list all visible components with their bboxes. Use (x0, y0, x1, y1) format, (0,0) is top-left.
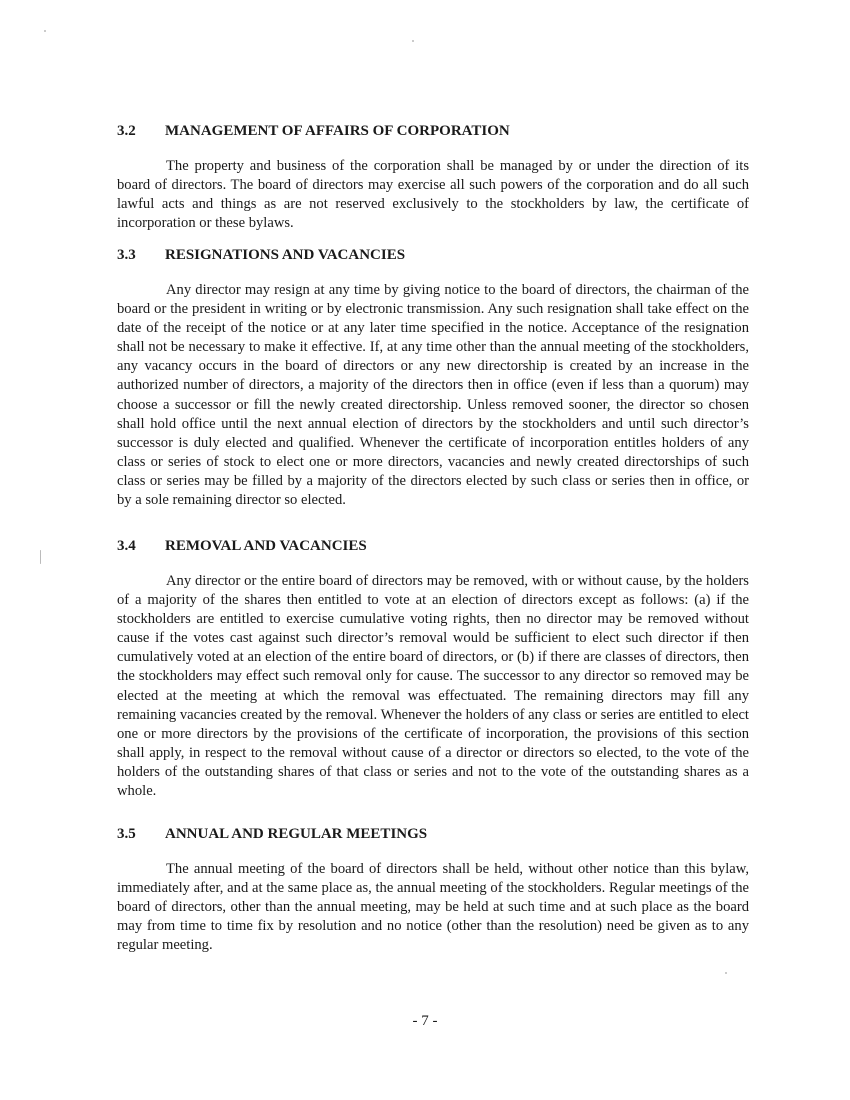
section-3-2 (117, 122, 749, 233)
section-title: REMOVAL AND VACANCIES (165, 538, 367, 554)
section-body: Any director may resign at any time by giving notice to the board of directors, the chairman of the board or the president in writing or by electronic transmission. Any such resignation shall take effect on the date of the receipt of the notice or at any later time specified in the notice. Acceptance of the resignation shall not be necessary to make it effective. If, at any time other than the annual meeting of the stockholders, any vacancy occurs in the board of directors or any new directorship is created by an increase in the authorized number of directors, a majority of the directors then in office (even if less than a quorum) may choose a successor or fill the newly created directorship. Unless removed sooner, the director so chosen shall hold office until the next annual election of directors by the stockholders and until such director’s successor is duly elected and qualified. Whenever the certificate of incorporation entitles holders of any class or series of stock to elect one or more directors, vacancies and newly created directorships of such class or series may be filled by a majority of the directors elected by such class or series then in office, or by a sole remaining director so elected. (117, 282, 749, 509)
section-heading (117, 825, 749, 844)
section-title: RESIGNATIONS AND VACANCIES (165, 247, 406, 263)
section-number: 3.2 (117, 123, 136, 139)
section-number: 3.3 (117, 247, 136, 263)
page-number: - 7 - (412, 1013, 438, 1029)
section-body: Any director or the entire board of directors may be removed, with or without cause, by the holders of a majority of the shares then entitled to vote at an election of directors except as follows: (a) if the stockholders are entitled to exercise cumulative voting rights, then no director may be removed without cause if the votes cast against such director’s removal would be sufficient to elect such director if then cumulatively voted at an election of the entire board of directors, or (b) if there are classes of directors, then the stockholders may effect such removal only for cause. The successor to any director so removed may be elected at the meeting at which the removal was effectuated. The remaining directors may fill any remaining vacancies created by the removal. Whenever the holders of any class or series are entitled to elect one or more directors by the provisions of the certificate of incorporation, the provisions of this section shall apply, in respect to the removal without cause of a director or directors so elected, to the vote of the holders of the outstanding shares of that class or series and not to the vote of the outstanding shares as a whole. (117, 573, 749, 800)
section-body: The property and business of the corporation shall be managed by or under the direction of its board of directors. The board of directors may exercise all such powers of the corporation and do all such lawful acts and things as are not reserved exclusively to the stockholders by law, the certificate of incorporation or these bylaws. (117, 158, 749, 232)
scan-speck (725, 972, 727, 974)
scan-speck (40, 550, 41, 564)
section-3-5 (117, 825, 749, 955)
section-title: MANAGEMENT OF AFFAIRS OF CORPORATION (165, 123, 510, 139)
section-number: 3.5 (117, 826, 136, 842)
section-title: ANNUAL AND REGULAR MEETINGS (165, 826, 428, 842)
section-heading (117, 537, 749, 556)
section-3-4 (117, 537, 749, 801)
section-3-3 (117, 246, 749, 510)
scan-speck (412, 40, 414, 42)
section-number: 3.4 (117, 538, 136, 554)
section-heading (117, 246, 749, 265)
section-body: The annual meeting of the board of directors shall be held, without other notice than this bylaw, immediately after, and at the same place as, the annual meeting of the stockholders. Regular meetings of the board of directors, other than the annual meeting, may be held at such time and at such place as the board may from time to time fix by resolution and no notice (other than the resolution) need be given as to any regular meeting. (117, 861, 749, 954)
scan-speck (44, 30, 46, 32)
section-heading (117, 122, 749, 141)
